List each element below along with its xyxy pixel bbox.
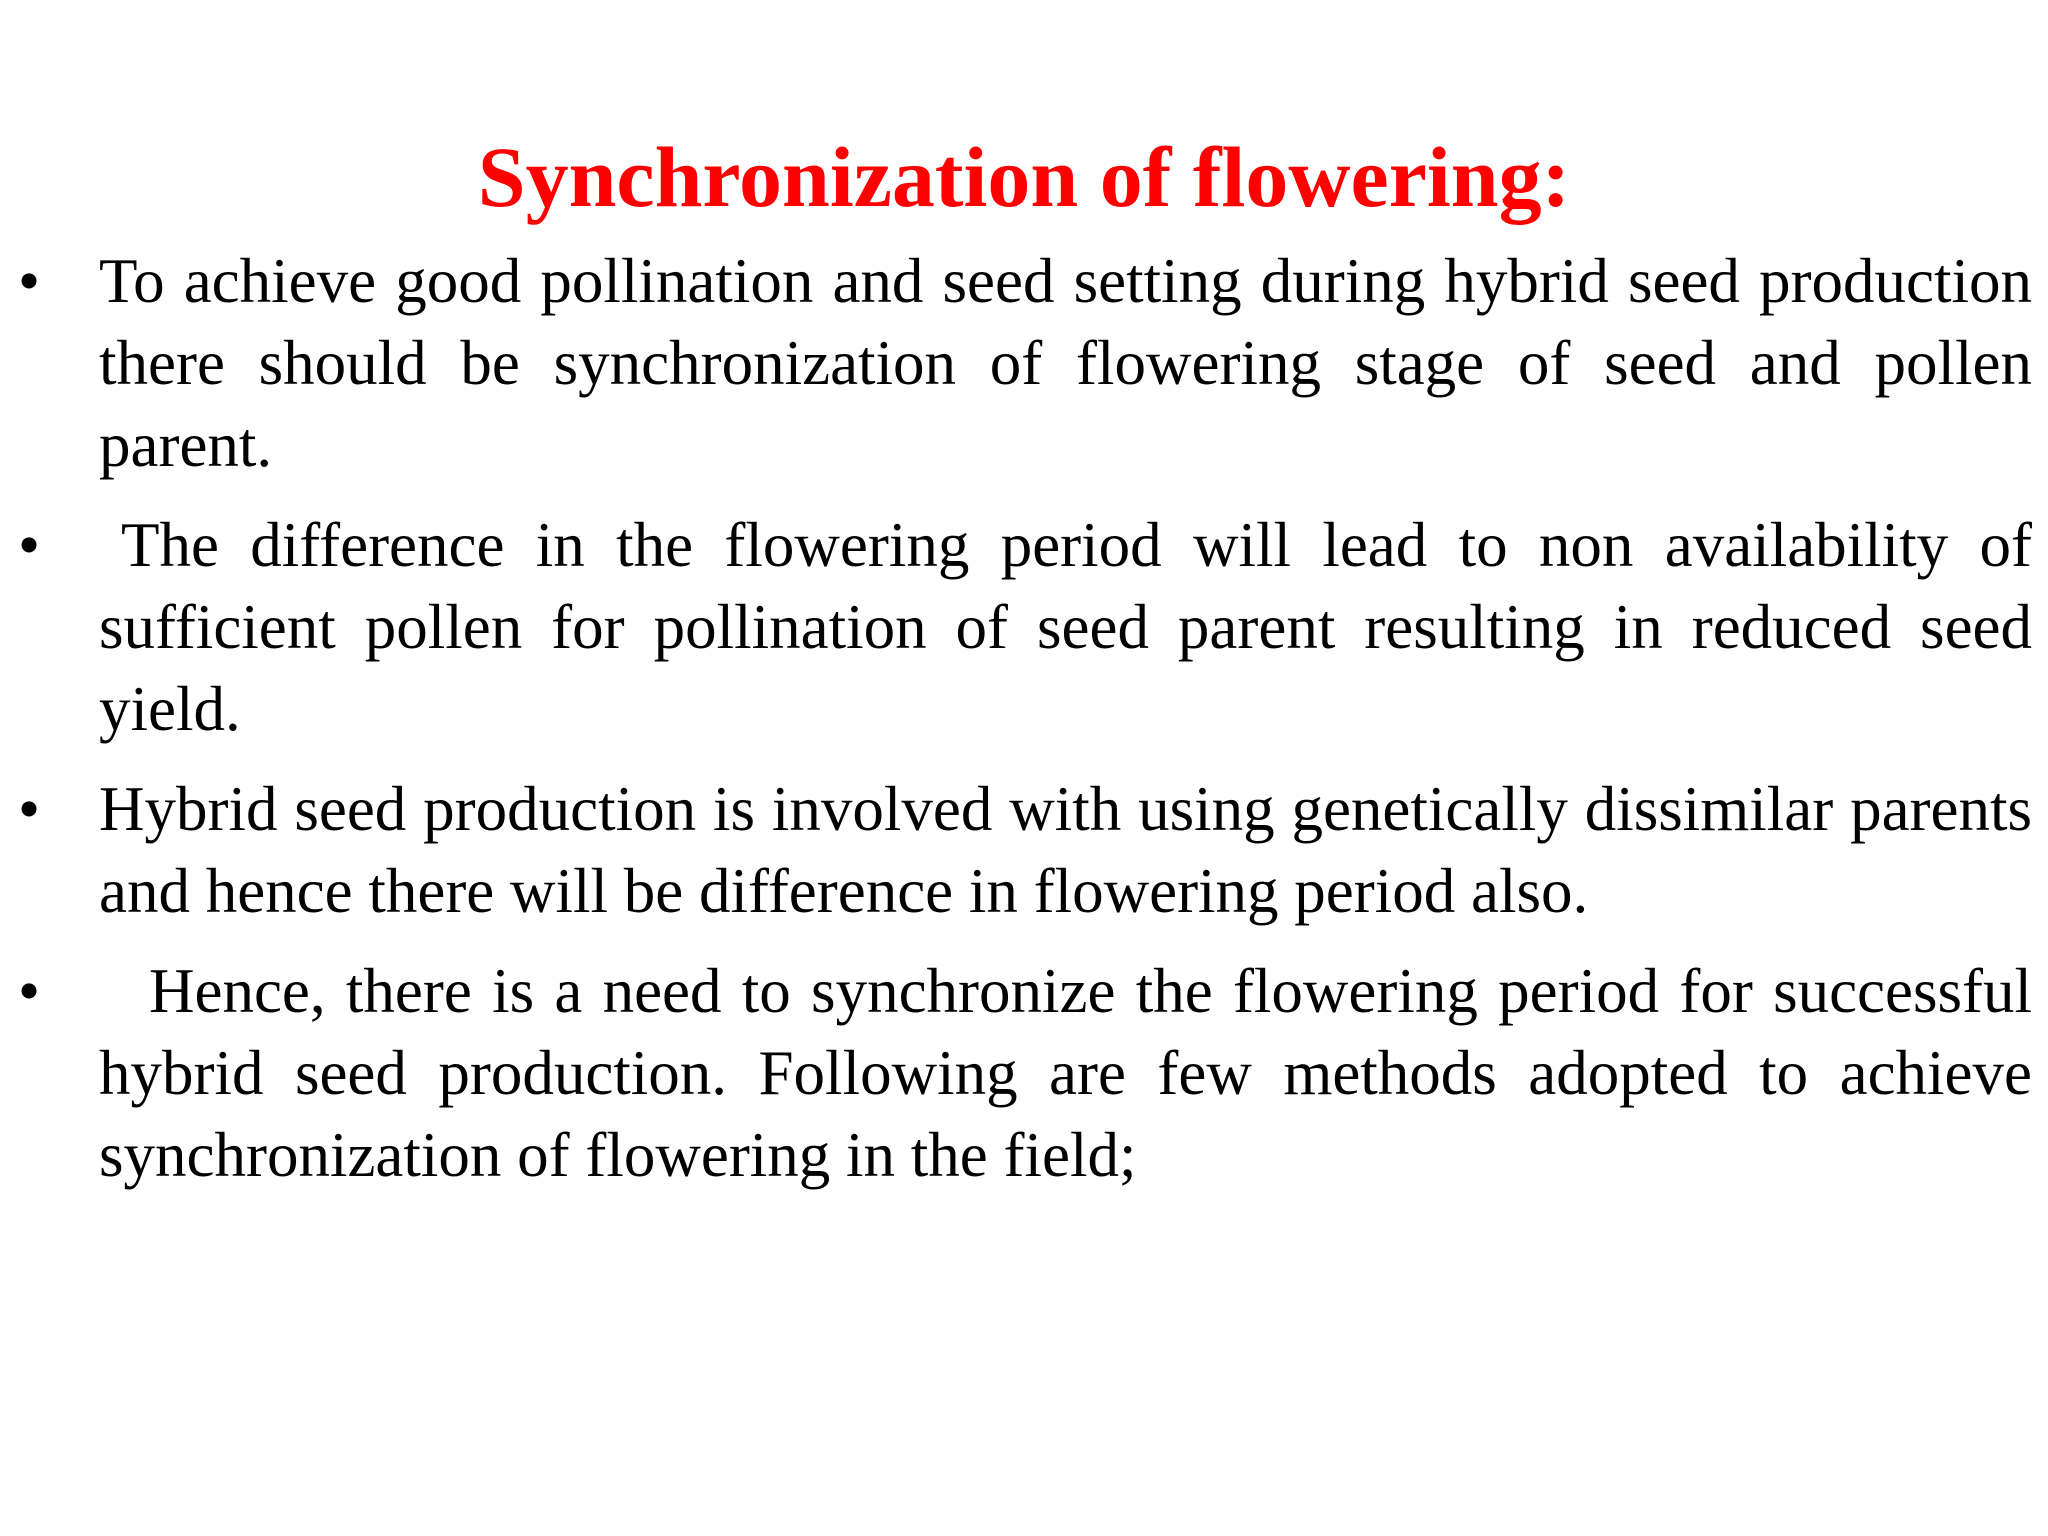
bullet-text: To achieve good pollination and seed setting during hybrid seed production there should be synchronization of flowering stage of seed and pollen parent. [99, 246, 2032, 480]
bullet-dot-icon: • [18, 956, 41, 1026]
bullet-dot-icon: • [18, 246, 41, 316]
bullet-dot-icon: • [18, 510, 41, 580]
bullet-text: The difference in the flowering period will lead to non availability of sufficient pollen for pollination of seed parent resulting in reduced seed yield. [99, 510, 2032, 744]
bullet-item [0, 504, 2048, 750]
slide-title: Synchronization of flowering: [477, 129, 1571, 225]
bullet-text: Hence, there is a need to synchronize the flowering period for successful hybrid seed production. Following are few methods adopted to achieve synchronization of flowering in the field; [99, 956, 2032, 1190]
bullet-dot-icon: • [18, 774, 41, 844]
bullet-item [0, 768, 2048, 932]
bullet-list [0, 240, 2048, 1214]
bullet-item [0, 240, 2048, 486]
bullet-item [0, 950, 2048, 1196]
bullet-text: Hybrid seed production is involved with using genetically dissimilar parents and hence there will be difference in flowering period also. [99, 774, 2032, 926]
